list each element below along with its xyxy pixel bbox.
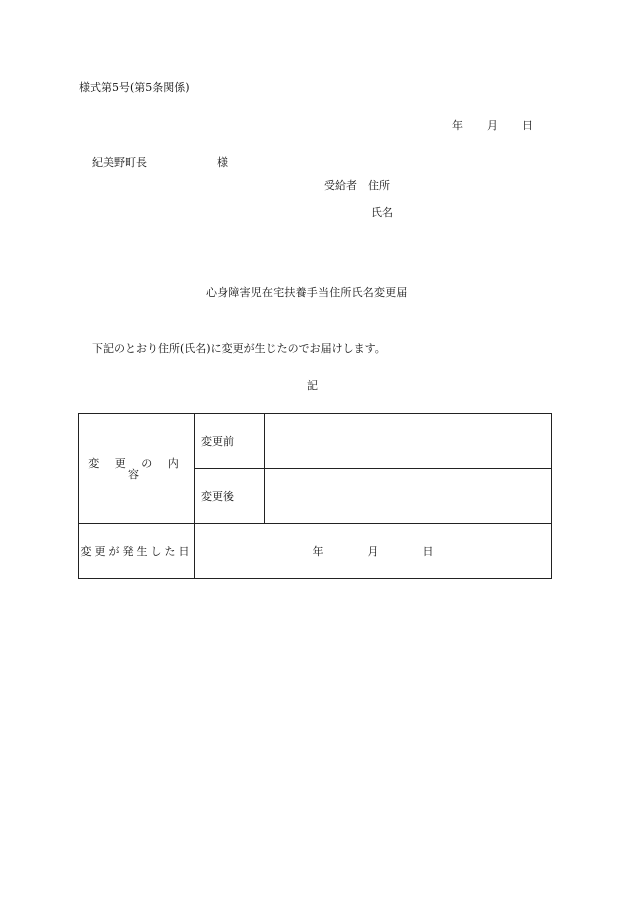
change-date-month: 月 <box>367 544 379 558</box>
change-form-table <box>78 413 552 579</box>
ki-heading: 記 <box>307 379 318 392</box>
form-number: 様式第5号(第5条関係) <box>79 81 190 94</box>
after-value-field[interactable] <box>265 469 552 524</box>
recipient-address-line <box>324 180 390 191</box>
document-title: 心身障害児在宅扶養手当住所氏名変更届 <box>206 286 408 299</box>
change-date-year: 年 <box>312 544 324 558</box>
before-value-field[interactable] <box>265 414 552 469</box>
submission-date <box>452 120 533 131</box>
addressee-office: 紀美野町長 <box>92 156 147 169</box>
addressee-honorific: 様 <box>217 156 228 169</box>
date-month-label: 月 <box>487 119 498 132</box>
name-label: 氏名 <box>371 206 393 219</box>
date-day-label: 日 <box>522 119 533 132</box>
table-row <box>79 414 552 469</box>
body-text: 下記のとおり住所(氏名)に変更が生じたのでお届けします。 <box>92 342 386 355</box>
after-label: 変更後 <box>195 469 265 524</box>
address-label: 住所 <box>368 179 390 192</box>
change-date-field[interactable] <box>195 524 552 579</box>
recipient-label: 受給者 <box>324 179 357 192</box>
change-content-label: 変 更 の 内 容 <box>79 414 195 524</box>
date-year-label: 年 <box>452 119 463 132</box>
addressee <box>92 157 228 168</box>
before-label: 変更前 <box>195 414 265 469</box>
change-date-label: 変更が発生した日 <box>79 524 195 579</box>
change-date-day: 日 <box>422 544 434 558</box>
table-row <box>79 524 552 579</box>
